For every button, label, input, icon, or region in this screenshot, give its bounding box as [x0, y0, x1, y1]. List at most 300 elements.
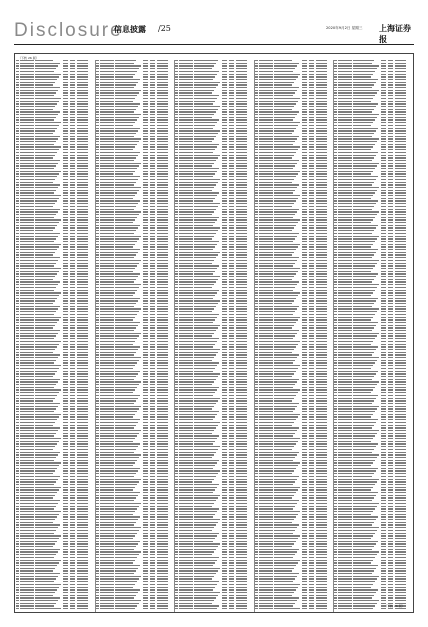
table-cell	[115, 163, 141, 164]
table-cell	[236, 200, 247, 201]
table-cell	[143, 484, 148, 485]
table-cell	[115, 260, 141, 261]
table-cell	[115, 578, 139, 579]
table-cell	[175, 519, 178, 520]
table-cell	[157, 427, 168, 428]
table-cell	[77, 524, 88, 525]
table-cell	[96, 138, 99, 139]
table-cell	[100, 141, 114, 142]
table-cell	[236, 379, 247, 380]
table-cell	[35, 449, 53, 450]
table-cell	[20, 551, 34, 552]
table-cell	[96, 203, 99, 204]
table-cell	[175, 179, 178, 180]
table-cell	[175, 600, 178, 601]
table-cell	[20, 298, 34, 299]
table-cell	[222, 573, 227, 574]
table-cell	[16, 287, 19, 288]
table-cell	[35, 457, 56, 458]
table-cell	[16, 333, 19, 334]
table-cell	[96, 74, 99, 75]
table-cell	[100, 101, 114, 102]
table-cell	[194, 384, 212, 385]
table-cell	[20, 130, 34, 131]
table-cell	[20, 341, 34, 342]
table-cell	[309, 303, 314, 304]
table-cell	[274, 122, 300, 123]
table-cell	[35, 182, 53, 183]
table-cell	[175, 84, 178, 85]
table-cell	[20, 128, 34, 129]
table-cell	[35, 443, 57, 444]
table-cell	[309, 295, 314, 296]
table-cell	[70, 406, 75, 407]
table-cell	[179, 508, 193, 509]
table-cell	[143, 241, 148, 242]
table-cell	[236, 581, 247, 582]
table-cell	[229, 452, 234, 453]
table-cell	[143, 441, 148, 442]
table-cell	[236, 562, 247, 563]
table-cell	[179, 465, 193, 466]
table-cell	[157, 157, 168, 158]
table-cell	[35, 287, 56, 288]
table-cell	[96, 346, 99, 347]
table-cell	[229, 187, 234, 188]
table-cell	[70, 497, 75, 498]
table-cell	[175, 90, 178, 91]
table-cell	[16, 416, 19, 417]
table-cell	[20, 260, 34, 261]
table-cell	[229, 249, 234, 250]
table-cell	[175, 338, 178, 339]
table-cell	[175, 357, 178, 358]
table-cell	[194, 584, 217, 585]
table-cell	[35, 468, 57, 469]
table-cell	[20, 287, 34, 288]
table-cell	[77, 570, 88, 571]
table-cell	[115, 136, 134, 137]
table-cell	[175, 465, 178, 466]
table-cell	[157, 98, 168, 99]
table-cell	[16, 357, 19, 358]
table-cell	[35, 227, 55, 228]
table-cell	[150, 238, 155, 239]
table-cell	[236, 462, 247, 463]
table-cell	[115, 268, 135, 269]
table-cell	[222, 281, 227, 282]
table-cell	[229, 535, 234, 536]
table-cell	[229, 206, 234, 207]
table-cell	[175, 473, 178, 474]
table-cell	[96, 179, 99, 180]
table-cell	[35, 578, 56, 579]
table-cell	[96, 489, 99, 490]
table-cell	[309, 244, 314, 245]
table-cell	[63, 465, 68, 466]
table-cell	[70, 198, 75, 199]
table-cell	[70, 519, 75, 520]
table-cell	[100, 438, 114, 439]
table-cell	[150, 84, 155, 85]
table-cell	[20, 252, 34, 253]
table-cell	[100, 227, 114, 228]
table-cell	[63, 408, 68, 409]
table-cell	[309, 101, 314, 102]
table-cell	[20, 98, 34, 99]
table-cell	[70, 500, 75, 501]
table-cell	[150, 295, 155, 296]
table-cell	[100, 570, 114, 571]
table-cell	[255, 279, 258, 280]
table-cell	[274, 95, 293, 96]
table-cell	[229, 381, 234, 382]
table-cell	[70, 595, 75, 596]
table-cell	[274, 92, 295, 93]
table-cell	[150, 92, 155, 93]
table-cell	[259, 133, 273, 134]
table-cell	[16, 300, 19, 301]
table-cell	[194, 487, 217, 488]
table-cell	[229, 219, 234, 220]
table-cell	[175, 506, 178, 507]
table-cell	[157, 190, 168, 191]
table-cell	[70, 284, 75, 285]
table-cell	[175, 79, 178, 80]
table-cell	[236, 584, 247, 585]
table-cell	[229, 271, 234, 272]
table-cell	[35, 335, 56, 336]
table-cell	[236, 187, 247, 188]
table-cell	[255, 90, 258, 91]
table-cell	[236, 130, 247, 131]
table-cell	[20, 238, 34, 239]
table-cell	[150, 438, 155, 439]
table-cell	[16, 514, 19, 515]
table-cell	[222, 465, 227, 466]
table-cell	[100, 514, 114, 515]
table-cell	[179, 268, 193, 269]
table-cell	[229, 500, 234, 501]
table-cell	[179, 184, 193, 185]
table-cell	[63, 484, 68, 485]
table-cell	[20, 271, 34, 272]
table-cell	[236, 465, 247, 466]
table-cell	[100, 198, 114, 199]
table-cell	[194, 160, 216, 161]
table-cell	[77, 225, 88, 226]
table-cell	[143, 497, 148, 498]
table-cell	[16, 168, 19, 169]
table-cell	[96, 295, 99, 296]
table-cell	[274, 163, 297, 164]
table-cell	[236, 125, 247, 126]
table-cell	[16, 430, 19, 431]
table-cell	[143, 435, 148, 436]
table-cell	[150, 87, 155, 88]
table-cell	[150, 349, 155, 350]
table-cell	[255, 65, 258, 66]
table-cell	[143, 225, 148, 226]
table-cell	[70, 325, 75, 326]
table-cell	[274, 128, 296, 129]
table-cell	[157, 74, 168, 75]
table-cell	[229, 225, 234, 226]
table-cell	[309, 160, 314, 161]
table-cell	[222, 538, 227, 539]
table-cell	[77, 506, 88, 507]
table-cell	[100, 587, 114, 588]
table-cell	[20, 438, 34, 439]
table-cell	[222, 146, 227, 147]
table-cell	[157, 522, 168, 523]
table-cell	[175, 592, 178, 593]
table-cell	[236, 209, 247, 210]
table-cell	[20, 200, 34, 201]
table-cell	[70, 217, 75, 218]
table-cell	[229, 341, 234, 342]
table-cell	[35, 263, 56, 264]
table-cell	[96, 408, 99, 409]
table-cell	[255, 163, 258, 164]
table-cell	[157, 389, 168, 390]
table-cell	[316, 279, 327, 280]
table-cell	[100, 360, 114, 361]
table-cell	[63, 260, 68, 261]
table-cell	[194, 551, 214, 552]
table-cell	[150, 333, 155, 334]
table-cell	[96, 182, 99, 183]
table-cell	[63, 84, 68, 85]
table-cell	[175, 252, 178, 253]
table-cell	[100, 562, 114, 563]
table-cell	[302, 268, 307, 269]
table-cell	[222, 219, 227, 220]
table-cell	[222, 322, 227, 323]
table-cell	[96, 414, 99, 415]
table-cell	[150, 533, 155, 534]
table-cell	[255, 82, 258, 83]
table-cell	[143, 549, 148, 550]
table-cell	[302, 327, 307, 328]
table-cell	[96, 306, 99, 307]
table-cell	[175, 155, 178, 156]
table-cell	[16, 276, 19, 277]
table-cell	[96, 257, 99, 258]
table-cell	[35, 589, 57, 590]
table-cell	[115, 125, 133, 126]
table-cell	[63, 82, 68, 83]
table-cell	[229, 241, 234, 242]
table-cell	[35, 192, 54, 193]
table-cell	[70, 565, 75, 566]
table-cell	[100, 128, 114, 129]
table-cell	[63, 443, 68, 444]
table-cell	[179, 406, 193, 407]
table-cell	[309, 281, 314, 282]
table-cell	[100, 443, 114, 444]
table-cell	[35, 524, 60, 525]
table-cell	[316, 254, 327, 255]
table-cell	[175, 128, 178, 129]
table-cell	[259, 246, 273, 247]
table-cell	[143, 125, 148, 126]
table-cell	[70, 249, 75, 250]
table-cell	[309, 284, 314, 285]
table-cell	[115, 511, 135, 512]
table-cell	[63, 214, 68, 215]
table-cell	[302, 119, 307, 120]
table-cell	[229, 389, 234, 390]
table-cell	[222, 287, 227, 288]
table-cell	[194, 157, 218, 158]
table-cell	[20, 303, 34, 304]
table-cell	[222, 209, 227, 210]
table-cell	[35, 519, 55, 520]
table-cell	[194, 295, 215, 296]
table-cell	[63, 508, 68, 509]
table-cell	[77, 314, 88, 315]
table-cell	[229, 422, 234, 423]
table-cell	[70, 171, 75, 172]
table-cell	[229, 503, 234, 504]
table-cell	[143, 541, 148, 542]
table-cell	[20, 608, 34, 609]
table-cell	[20, 311, 34, 312]
table-cell	[96, 76, 99, 77]
table-cell	[302, 319, 307, 320]
table-cell	[100, 597, 114, 598]
table-cell	[236, 362, 247, 363]
table-cell	[100, 241, 114, 242]
table-cell	[179, 319, 193, 320]
table-cell	[77, 82, 88, 83]
table-cell	[115, 408, 139, 409]
table-cell	[35, 487, 61, 488]
table-cell	[63, 395, 68, 396]
table-cell	[222, 514, 227, 515]
table-cell	[150, 481, 155, 482]
table-cell	[236, 446, 247, 447]
table-cell	[100, 595, 114, 596]
table-cell	[100, 298, 114, 299]
table-cell	[194, 470, 220, 471]
table-cell	[63, 306, 68, 307]
table-cell	[222, 554, 227, 555]
table-cell	[77, 125, 88, 126]
table-cell	[63, 371, 68, 372]
table-cell	[16, 530, 19, 531]
table-cell	[77, 265, 88, 266]
table-cell	[157, 503, 168, 504]
table-cell	[150, 317, 155, 318]
table-cell	[100, 416, 114, 417]
table-cell	[77, 155, 88, 156]
table-cell	[194, 597, 216, 598]
table-cell	[63, 435, 68, 436]
table-cell	[70, 144, 75, 145]
table-cell	[236, 303, 247, 304]
table-cell	[16, 60, 19, 61]
table-cell	[115, 352, 136, 353]
table-cell	[35, 527, 58, 528]
table-cell	[255, 265, 258, 266]
table-cell	[77, 533, 88, 534]
table-cell	[229, 268, 234, 269]
table-cell	[35, 144, 54, 145]
table-cell	[77, 74, 88, 75]
table-cell	[236, 133, 247, 134]
table-cell	[194, 82, 220, 83]
table-cell	[143, 530, 148, 531]
table-cell	[143, 141, 148, 142]
table-cell	[194, 76, 215, 77]
table-cell	[35, 446, 55, 447]
table-cell	[96, 503, 99, 504]
table-cell	[63, 92, 68, 93]
table-cell	[20, 492, 34, 493]
table-cell	[236, 211, 247, 212]
table-cell	[115, 338, 137, 339]
table-cell	[96, 589, 99, 590]
table-cell	[274, 225, 296, 226]
table-cell	[63, 322, 68, 323]
table-cell	[316, 152, 327, 153]
table-cell	[222, 389, 227, 390]
table-cell	[63, 430, 68, 431]
table-cell	[194, 538, 215, 539]
table-cell	[16, 584, 19, 585]
table-cell	[157, 138, 168, 139]
table-cell	[35, 244, 61, 245]
table-cell	[16, 352, 19, 353]
table-cell	[77, 392, 88, 393]
table-cell	[255, 260, 258, 261]
table-cell	[179, 427, 193, 428]
table-cell	[179, 79, 193, 80]
table-cell	[255, 211, 258, 212]
table-cell	[179, 443, 193, 444]
table-cell	[236, 333, 247, 334]
table-cell	[35, 101, 59, 102]
table-cell	[229, 392, 234, 393]
table-cell	[150, 435, 155, 436]
table-cell	[20, 171, 34, 172]
table-cell	[63, 217, 68, 218]
table-cell	[16, 427, 19, 428]
table-cell	[175, 63, 178, 64]
table-cell	[70, 584, 75, 585]
table-cell	[274, 268, 300, 269]
table-cell	[16, 516, 19, 517]
table-cell	[115, 68, 139, 69]
table-cell	[150, 101, 155, 102]
table-cell	[20, 236, 34, 237]
table-cell	[236, 322, 247, 323]
table-cell	[157, 308, 168, 309]
table-cell	[100, 549, 114, 550]
table-cell	[20, 576, 34, 577]
table-cell	[100, 179, 114, 180]
table-cell	[316, 163, 327, 164]
table-cell	[100, 114, 114, 115]
table-cell	[96, 292, 99, 293]
table-cell	[316, 92, 327, 93]
table-cell	[150, 430, 155, 431]
table-cell	[302, 311, 307, 312]
table-cell	[157, 87, 168, 88]
table-cell	[77, 165, 88, 166]
